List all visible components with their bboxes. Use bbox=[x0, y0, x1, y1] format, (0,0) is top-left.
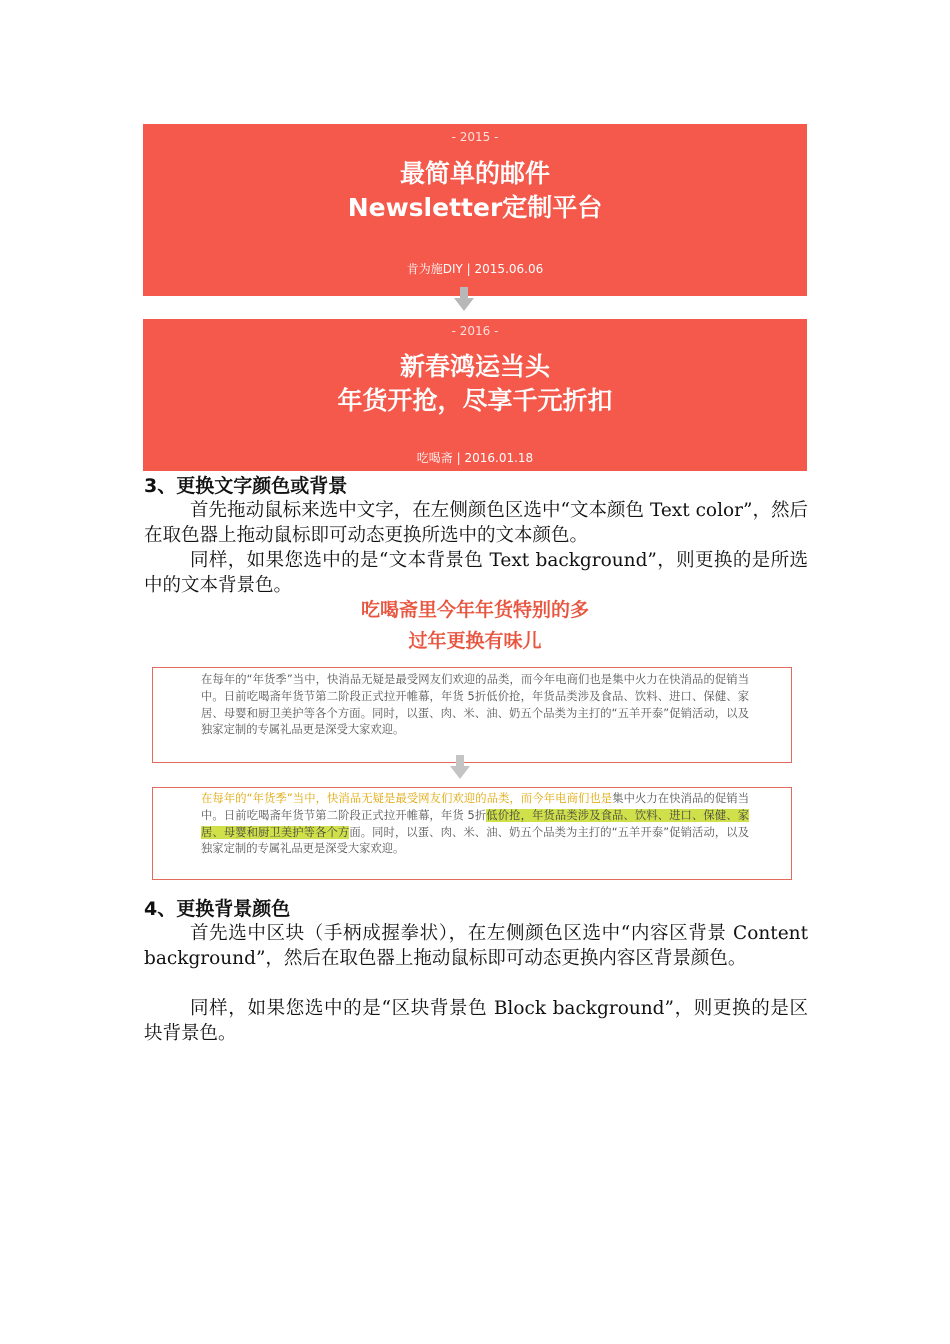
banner-meta: 吃喝斋 | 2016.01.18 bbox=[416, 451, 534, 465]
normal-text: 面。同时，以蛋、肉、米、油、奶五个品类为主打的“五羊开泰”促销活动，以及独家定制的专属礼品更是深受大家欢迎。 bbox=[201, 825, 749, 856]
demo-box-before bbox=[152, 667, 792, 763]
demo-box-text: 在每年的“年货季”当中，快消品无疑是最受网友们欢迎的品类，而今年电商们也是集中火力在快消品的促销当中。日前吃喝斋年货节第二阶段正式拉开帷幕，年货 5折低价抢，年货品类涉及食品、饮料、进口、保健、家居、母婴和厨卫美护等各个方面。同时，以蛋、肉、米、油、奶五个品类为主打的“五羊开泰”促销活动，以及独家定制的专属礼品更是深受大家欢迎。 bbox=[201, 673, 749, 737]
banner-title bbox=[143, 350, 807, 418]
section3-heading: 3、更换文字颜色或背景 bbox=[144, 475, 348, 497]
section3-para1: 首先拖动鼠标来选中文字，在左侧颜色区选中“文本颜色 Text color”，然后在取色器上拖动鼠标即可动态更换所选中的文本颜色。 bbox=[144, 500, 808, 546]
section4-para2: 同样，如果您选中的是“区块背景色 Block background”，则更换的是区块背景色。 bbox=[144, 998, 808, 1044]
yellow-text: 在每年的“年货季”当中，快消品无疑是最受网友们欢迎的品类，而今年电商们也是 bbox=[201, 792, 613, 805]
section4-para1: 首先选中区块（手柄成握拳状），在左侧颜色区选中“内容区背景 Content background”，然后在取色器上拖动鼠标即可动态更换内容区背景颜色。 bbox=[144, 923, 808, 969]
down-arrow-icon bbox=[448, 755, 472, 779]
section3-para2: 同样，如果您选中的是“文本背景色 Text background”，则更换的是所选中的文本背景色。 bbox=[144, 550, 808, 596]
demo-title-line2: 过年更换有味儿 bbox=[408, 630, 542, 652]
banner-year: - 2016 - bbox=[451, 324, 499, 338]
banner-meta: 肯为施DIY | 2015.06.06 bbox=[406, 262, 544, 276]
demo-title-line1: 吃喝斋里今年年货特别的多 bbox=[360, 599, 589, 621]
highlighted-text: 低价抢，年货品类涉及食品、饮料、进口、保健、家居、母婴和厨卫美护等各个方 bbox=[201, 808, 749, 839]
normal-text: 集中火力在快消品的促销当中。日前吃喝斋年货节第二阶段正式拉开帷幕，年货 5折 bbox=[201, 792, 749, 822]
banner-title-line1: 新春鸿运当头 bbox=[399, 352, 550, 381]
section4-heading: 4、更换背景颜色 bbox=[144, 898, 291, 920]
banner-title-line1: 最简单的邮件 bbox=[399, 159, 550, 188]
down-arrow-icon bbox=[452, 287, 476, 311]
banner-title bbox=[143, 157, 807, 225]
demo-box-after bbox=[152, 787, 792, 880]
banner-title-line2: Newsletter定制平台 bbox=[347, 193, 603, 222]
banner-2015 bbox=[143, 124, 807, 296]
demo-box-text bbox=[201, 791, 749, 858]
banner-2016 bbox=[143, 319, 807, 471]
banner-title-line2: 年货开抢，尽享千元折扣 bbox=[337, 386, 613, 415]
banner-year: - 2015 - bbox=[451, 130, 499, 144]
